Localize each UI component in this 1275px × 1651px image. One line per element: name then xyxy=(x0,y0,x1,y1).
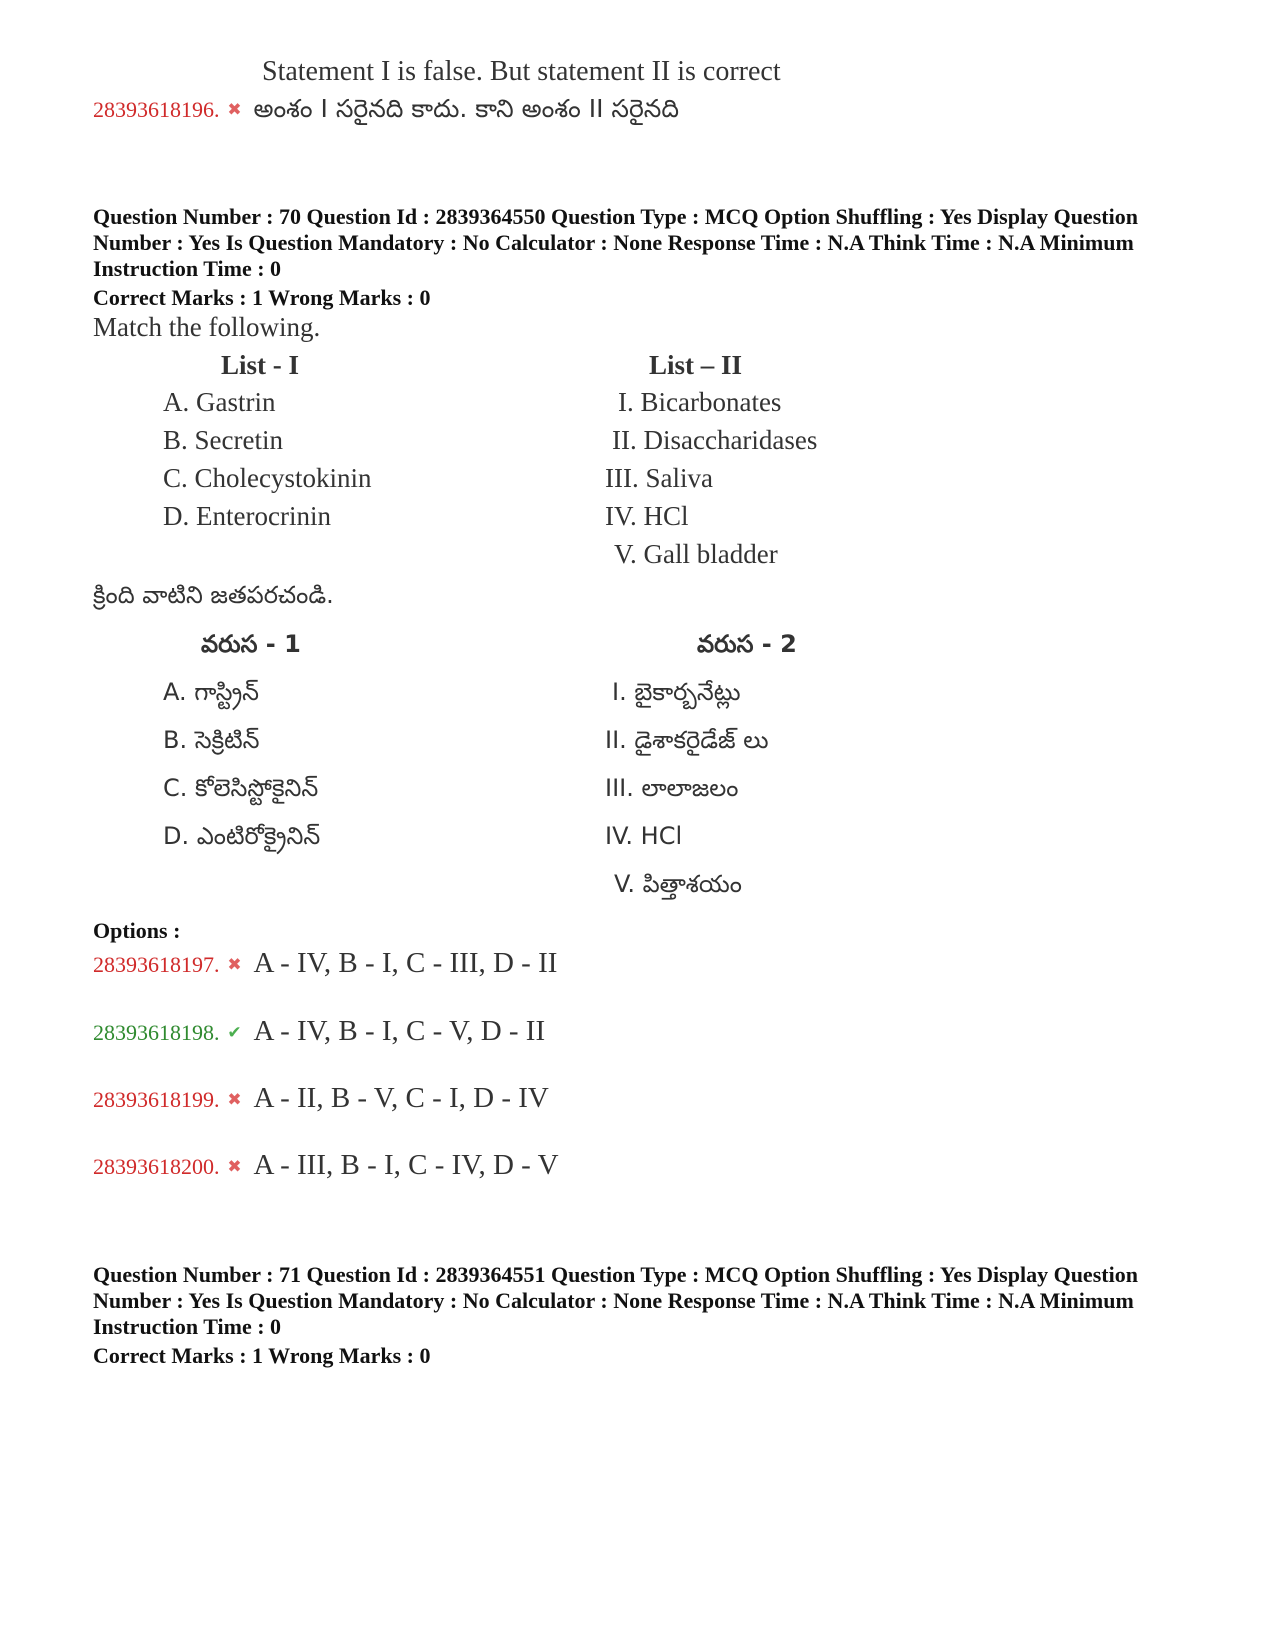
list2-item: III. Saliva xyxy=(605,463,713,493)
list1-item: A. Gastrin xyxy=(163,387,276,417)
cross-icon: ✖ xyxy=(227,1090,242,1110)
list1-item: B. Secretin xyxy=(163,425,283,455)
list2-te-item: I. బైకార్బనేట్లు xyxy=(612,678,741,706)
q71-marks: Correct Marks : 1 Wrong Marks : 0 xyxy=(93,1343,431,1368)
option-id: 28393618198. xyxy=(93,1020,220,1045)
q70-instruction-en: Match the following. xyxy=(93,312,321,342)
option-id: 28393618200. xyxy=(93,1154,220,1179)
check-icon: ✔ xyxy=(227,1023,242,1043)
cross-icon: ✖ xyxy=(227,1157,242,1177)
prev-option-text-te: అంశం I సరైనది కాదు. కాని అంశం II సరైనది xyxy=(253,94,679,123)
list2-te-item: III. లాలాజలం xyxy=(605,774,739,802)
list1-te-item: D. ఎంటిరోక్రైనిన్ xyxy=(163,822,321,850)
list1-header: List - I xyxy=(221,350,300,380)
option-text: A - II, B - V, C - I, D - IV xyxy=(253,1082,549,1114)
list1-te-item: C. కోలెసిస్టోకైనిన్ xyxy=(163,774,319,802)
list2-te-item: IV. HCl xyxy=(605,822,683,850)
list1-header-te: వరుస - 1 xyxy=(201,630,301,658)
list2-item: I. Bicarbonates xyxy=(618,387,782,417)
option-text: A - III, B - I, C - IV, D - V xyxy=(253,1149,559,1181)
q70-marks: Correct Marks : 1 Wrong Marks : 0 xyxy=(93,285,431,310)
prev-option-id: 28393618196. xyxy=(93,97,220,122)
option-id: 28393618197. xyxy=(93,952,220,977)
list1-te-item: B. సెక్రిటిన్ xyxy=(163,726,260,754)
list2-header-te: వరుస - 2 xyxy=(697,630,797,658)
q70-meta: Question Number : 70 Question Id : 2839364550 Question Type : MCQ Option Shuffling : Yes Display Question Number : Yes Is Question Mandatory : No Calculator : None Response Time : N.A Think Time : N.A Minimum Instruction Time : 0 xyxy=(93,204,1138,281)
prev-option-text-en: Statement I is false. But statement II is correct xyxy=(262,56,781,87)
option-row[interactable] xyxy=(93,947,557,980)
cross-icon: ✖ xyxy=(227,100,242,120)
option-row[interactable] xyxy=(93,1015,545,1048)
list2-header: List – II xyxy=(649,350,743,380)
list2-item: V. Gall bladder xyxy=(614,539,778,569)
option-row[interactable] xyxy=(93,1082,549,1115)
option-id: 28393618199. xyxy=(93,1087,220,1112)
list2-te-item: II. డైశాకరైడేజ్ లు xyxy=(605,726,769,754)
list1-te-item: A. గాస్ట్రిన్ xyxy=(163,678,260,706)
list1-item: C. Cholecystokinin xyxy=(163,463,372,493)
options-label: Options : xyxy=(93,918,181,943)
list2-te-item: V. పిత్తాశయం xyxy=(614,870,742,898)
list2-item: IV. HCl xyxy=(605,501,689,531)
option-text: A - IV, B - I, C - III, D - II xyxy=(253,947,558,979)
prev-option-row xyxy=(93,94,679,130)
q70-instruction-te: క్రింది వాటిని జతపరచండి. xyxy=(93,581,334,609)
option-row[interactable] xyxy=(93,1149,559,1182)
option-text: A - IV, B - I, C - V, D - II xyxy=(253,1015,546,1047)
list2-item: II. Disaccharidases xyxy=(612,425,818,455)
q71-meta: Question Number : 71 Question Id : 2839364551 Question Type : MCQ Option Shuffling : Yes Display Question Number : Yes Is Question Mandatory : No Calculator : None Response Time : N.A Think Time : N.A Minimum Instruction Time : 0 xyxy=(93,1262,1138,1339)
cross-icon: ✖ xyxy=(227,955,242,975)
list1-item: D. Enterocrinin xyxy=(163,501,331,531)
